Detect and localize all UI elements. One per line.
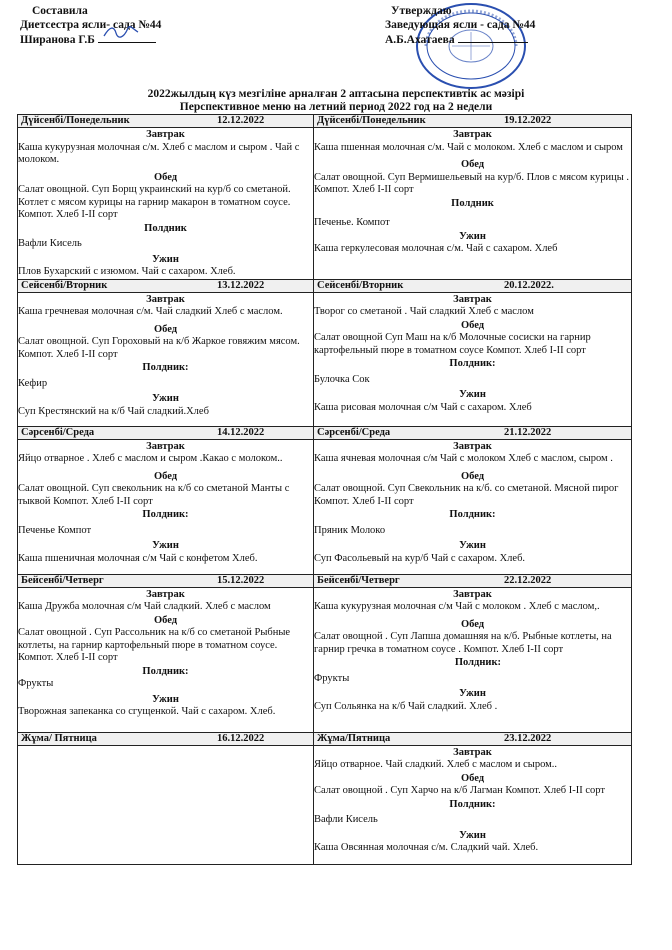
breakfast-heading: Завтрак — [453, 588, 492, 600]
dinner-heading: Ужин — [152, 393, 179, 404]
dinner-heading: Ужин — [152, 693, 179, 705]
lunch-text: Салат овощной. Суп свекольник на к/б со сметаной Манты с тыквой Компот. Хлеб I-II сорт — [18, 483, 290, 507]
dinner-heading: Ужин — [459, 829, 486, 841]
day-menu-wed1 — [18, 439, 314, 574]
approved-by-label: Утверждаю — [391, 5, 452, 17]
day-content-row — [18, 587, 632, 732]
title-kazakh: 2022жылдың күз мезгіліне арналған 2 аптасына перспективтік ас мәзірі — [147, 88, 525, 100]
breakfast-text: Каша пшенная молочная с/м. Чай с молоком. Хлеб с маслом и сыром — [314, 141, 623, 153]
day-date: 15.12.2022 — [217, 574, 265, 586]
day-date: 19.12.2022 — [504, 115, 552, 126]
day-content-row — [18, 292, 632, 426]
dinner-text: Каша геркулесовая молочная с/м. Чай с сахаром. Хлеб — [314, 243, 558, 254]
breakfast-heading: Завтрак — [453, 746, 492, 758]
day-content-row — [18, 745, 632, 864]
lunch-text: Салат овощной. Суп Свекольник на к/б. со сметаной. Мясной пирог Компот. Хлеб I-II сорт — [314, 483, 619, 507]
compiled-by-name: Ширанова Г.Б — [20, 34, 95, 46]
day-date: 22.12.2022 — [504, 574, 552, 586]
day-menu-thu2 — [314, 587, 632, 732]
day-header-tue2 — [314, 279, 632, 292]
menu-table — [17, 114, 632, 865]
day-header-wed1 — [18, 426, 314, 439]
lunch-text: Салат овощной . Суп Лапша домашняя на к/б. Рыбные котлеты, на гарнир гречка в томатном соусе . Компот. Хлеб I-II сорт — [314, 631, 612, 655]
lunch-text: Салат овощной Суп Маш на к/б Молочные сосиски на гарнир картофельный пюре в томатном соусе Компот. Хлеб I-II сорт — [314, 332, 591, 356]
day-header-tue1 — [18, 279, 314, 292]
day-name: Бейсенбі/Четверг — [317, 574, 400, 586]
title-russian: Перспективное меню на летний период 2022 год на 2 недели — [179, 101, 493, 113]
dinner-text: Суп Фасольевый на кур/б Чай с сахаром. Хлеб. — [314, 552, 526, 564]
lunch-text: Салат овощной. Суп Гороховый на к/б Жаркое говяжим мясом. Компот. Хлеб I-II сорт — [18, 336, 300, 360]
dinner-heading: Ужин — [459, 230, 486, 242]
snack-heading: Полдник — [451, 197, 494, 209]
lunch-heading: Обед — [460, 618, 485, 630]
dinner-heading: Ужин — [459, 389, 486, 400]
day-content-row — [18, 128, 632, 280]
breakfast-text: Каша ячневая молочная с/м Чай с молоком Хлеб с маслом, сыром . — [314, 453, 613, 464]
day-name: Дүйсенбі/Понедельник — [21, 115, 130, 126]
signature-line-right — [458, 32, 528, 43]
day-name: Бейсенбі/Четверг — [21, 574, 104, 586]
breakfast-text: Яйцо отварное . Хлеб с маслом и сыром .Какао с молоком.. — [18, 453, 283, 464]
day-header-row — [18, 279, 632, 292]
lunch-text: Салат овощной . Суп Харчо на к/б Лагман Компот. Хлеб I-II сорт — [314, 785, 606, 796]
compiled-by-label: Составила — [32, 5, 88, 17]
day-menu-thu1 — [18, 587, 314, 732]
breakfast-heading: Завтрак — [453, 440, 492, 452]
day-menu-tue1 — [18, 292, 314, 426]
dinner-text: Плов Бухарский с изюмом. Чай с сахаром. Хлеб. — [18, 266, 236, 277]
snack-heading: Полдник: — [449, 509, 496, 520]
day-name: Жұма/Пятница — [317, 732, 391, 744]
lunch-heading: Обед — [460, 319, 485, 331]
day-menu-wed2 — [314, 439, 632, 574]
day-date: 16.12.2022 — [217, 732, 265, 744]
snack-text: Кефир — [18, 377, 48, 389]
day-header-wed2 — [314, 426, 632, 439]
breakfast-text: Каша гречневая молочная с/м. Чай сладкий Хлеб с маслом. — [18, 306, 283, 317]
day-header-mon1 — [18, 115, 314, 128]
snack-text: Пряник Молоко — [314, 524, 386, 536]
dinner-heading: Ужин — [152, 540, 179, 551]
snack-heading: Полдник: — [142, 509, 189, 520]
day-date: 23.12.2022 — [504, 732, 552, 744]
day-header-thu1 — [18, 574, 314, 587]
breakfast-heading: Завтрак — [453, 129, 492, 140]
breakfast-text: Каша Дружба молочная с/м Чай сладкий. Хлеб с маслом — [18, 601, 271, 612]
day-header-row — [18, 426, 632, 439]
compiled-by-block — [20, 4, 161, 47]
document-header — [0, 0, 672, 112]
day-date: 13.12.2022 — [217, 279, 265, 291]
day-menu-mon1 — [18, 128, 314, 280]
snack-text: Печенье Компот — [18, 524, 92, 536]
day-header-row — [18, 732, 632, 745]
day-date: 12.12.2022 — [217, 115, 265, 126]
snack-heading: Полдник: — [449, 358, 496, 369]
snack-heading: Полдник: — [142, 362, 189, 373]
breakfast-heading: Завтрак — [146, 129, 185, 140]
dinner-text: Каша пшеничная молочная с/м Чай с конфетом Хлеб. — [18, 552, 258, 564]
breakfast-heading: Завтрак — [146, 588, 185, 600]
lunch-heading: Обед — [153, 470, 178, 482]
lunch-heading: Обед — [153, 614, 178, 626]
breakfast-heading: Завтрак — [146, 440, 185, 452]
approved-by-name: А.Б.Ахатаева — [385, 34, 455, 46]
day-menu-mon2 — [314, 128, 632, 280]
signature-scribble-icon — [102, 24, 142, 40]
day-name: Сейсенбі/Вторник — [21, 279, 108, 291]
signature-line-left — [98, 32, 156, 43]
day-menu-fri1-empty — [18, 745, 314, 864]
day-name: Сейсенбі/Вторник — [317, 279, 404, 291]
lunch-heading: Обед — [460, 159, 485, 170]
day-header-row — [18, 574, 632, 587]
dinner-text: Творожная запеканка со сгущенкой. Чай с сахаром. Хлеб. — [18, 706, 276, 717]
breakfast-text: Каша кукурузная молочная с/м Чай с молоком . Хлеб с маслом,. — [314, 601, 600, 612]
day-date: 21.12.2022 — [504, 426, 552, 438]
dinner-text: Суп Крестянский на к/б Чай сладкий.Хлеб — [18, 405, 209, 417]
lunch-text: Салат овощной. Суп Вермишельевый на кур/б. Плов с мясом курицы . Компот. Хлеб I-II сорт — [314, 171, 630, 195]
dinner-heading: Ужин — [459, 688, 486, 699]
dinner-heading: Ужин — [459, 540, 486, 551]
day-header-fri2 — [314, 732, 632, 745]
snack-text: Печенье. Компот — [314, 217, 390, 228]
snack-heading: Полдник: — [142, 665, 189, 677]
lunch-heading: Обед — [460, 470, 485, 482]
snack-heading: Полдник: — [449, 798, 496, 810]
snack-text: Булочка Сок — [314, 373, 370, 385]
snack-text: Фрукты — [314, 672, 350, 684]
lunch-text: Салат овощной. Суп Борщ украинский на кур/б со сметаной. Котлет с мясом курицы на гарнир макарон в томатном соусе. Компот. Хлеб I-II сорт — [18, 184, 291, 220]
snack-text: Вафли Кисель — [18, 238, 82, 249]
snack-text: Фрукты — [18, 678, 54, 689]
day-header-row — [18, 115, 632, 128]
approved-by-block — [385, 4, 535, 47]
snack-heading: Полдник — [144, 222, 187, 234]
day-header-fri1 — [18, 732, 314, 745]
day-header-mon2 — [314, 115, 632, 128]
dinner-text: Каша рисовая молочная с/м Чай с сахаром. Хлеб — [314, 401, 532, 413]
day-menu-fri2 — [314, 745, 632, 864]
breakfast-text: Яйцо отварное. Чай сладкий. Хлеб с маслом и сыром.. — [314, 759, 558, 770]
breakfast-text: Творог со сметаной . Чай сладкий Хлеб с маслом — [314, 306, 534, 317]
snack-heading: Полдник: — [454, 657, 501, 668]
day-menu-tue2 — [314, 292, 632, 426]
dinner-text: Суп Сольянка на к/б Чай сладкий. Хлеб . — [314, 700, 498, 712]
breakfast-heading: Завтрак — [146, 293, 185, 305]
lunch-heading: Обед — [153, 323, 178, 335]
day-header-thu2 — [314, 574, 632, 587]
approved-by-position: Заведующая ясли - сада №44 — [385, 19, 536, 31]
dinner-heading: Ужин — [152, 253, 179, 265]
day-name: Дүйсенбі/Понедельник — [317, 115, 426, 126]
lunch-text: Салат овощной . Суп Рассольник на к/б со сметаной Рыбные котлеты, на гарнир картофельный пюре в томатном соусе. Компот. Хлеб I-II сорт — [18, 627, 291, 663]
compiled-by-position: Диетсестра ясли- сада №44 — [20, 19, 162, 31]
lunch-heading: Обед — [460, 772, 485, 784]
day-date: 20.12.2022. — [504, 279, 554, 291]
day-date: 14.12.2022 — [217, 426, 265, 438]
lunch-heading: Обед — [153, 171, 178, 183]
day-name: Сәрсенбі/Среда — [21, 426, 95, 438]
breakfast-heading: Завтрак — [453, 293, 492, 305]
day-name: Жұма/ Пятница — [21, 732, 97, 744]
day-name: Сәрсенбі/Среда — [317, 426, 391, 438]
snack-text: Вафли Кисель — [314, 814, 378, 825]
day-content-row — [18, 439, 632, 574]
dinner-text: Каша Овсянная молочная с/м. Сладкий чай. Хлеб. — [314, 842, 539, 853]
breakfast-text: Каша кукурузная молочная с/м. Хлеб с маслом и сыром . Чай с молоком. — [18, 141, 300, 165]
